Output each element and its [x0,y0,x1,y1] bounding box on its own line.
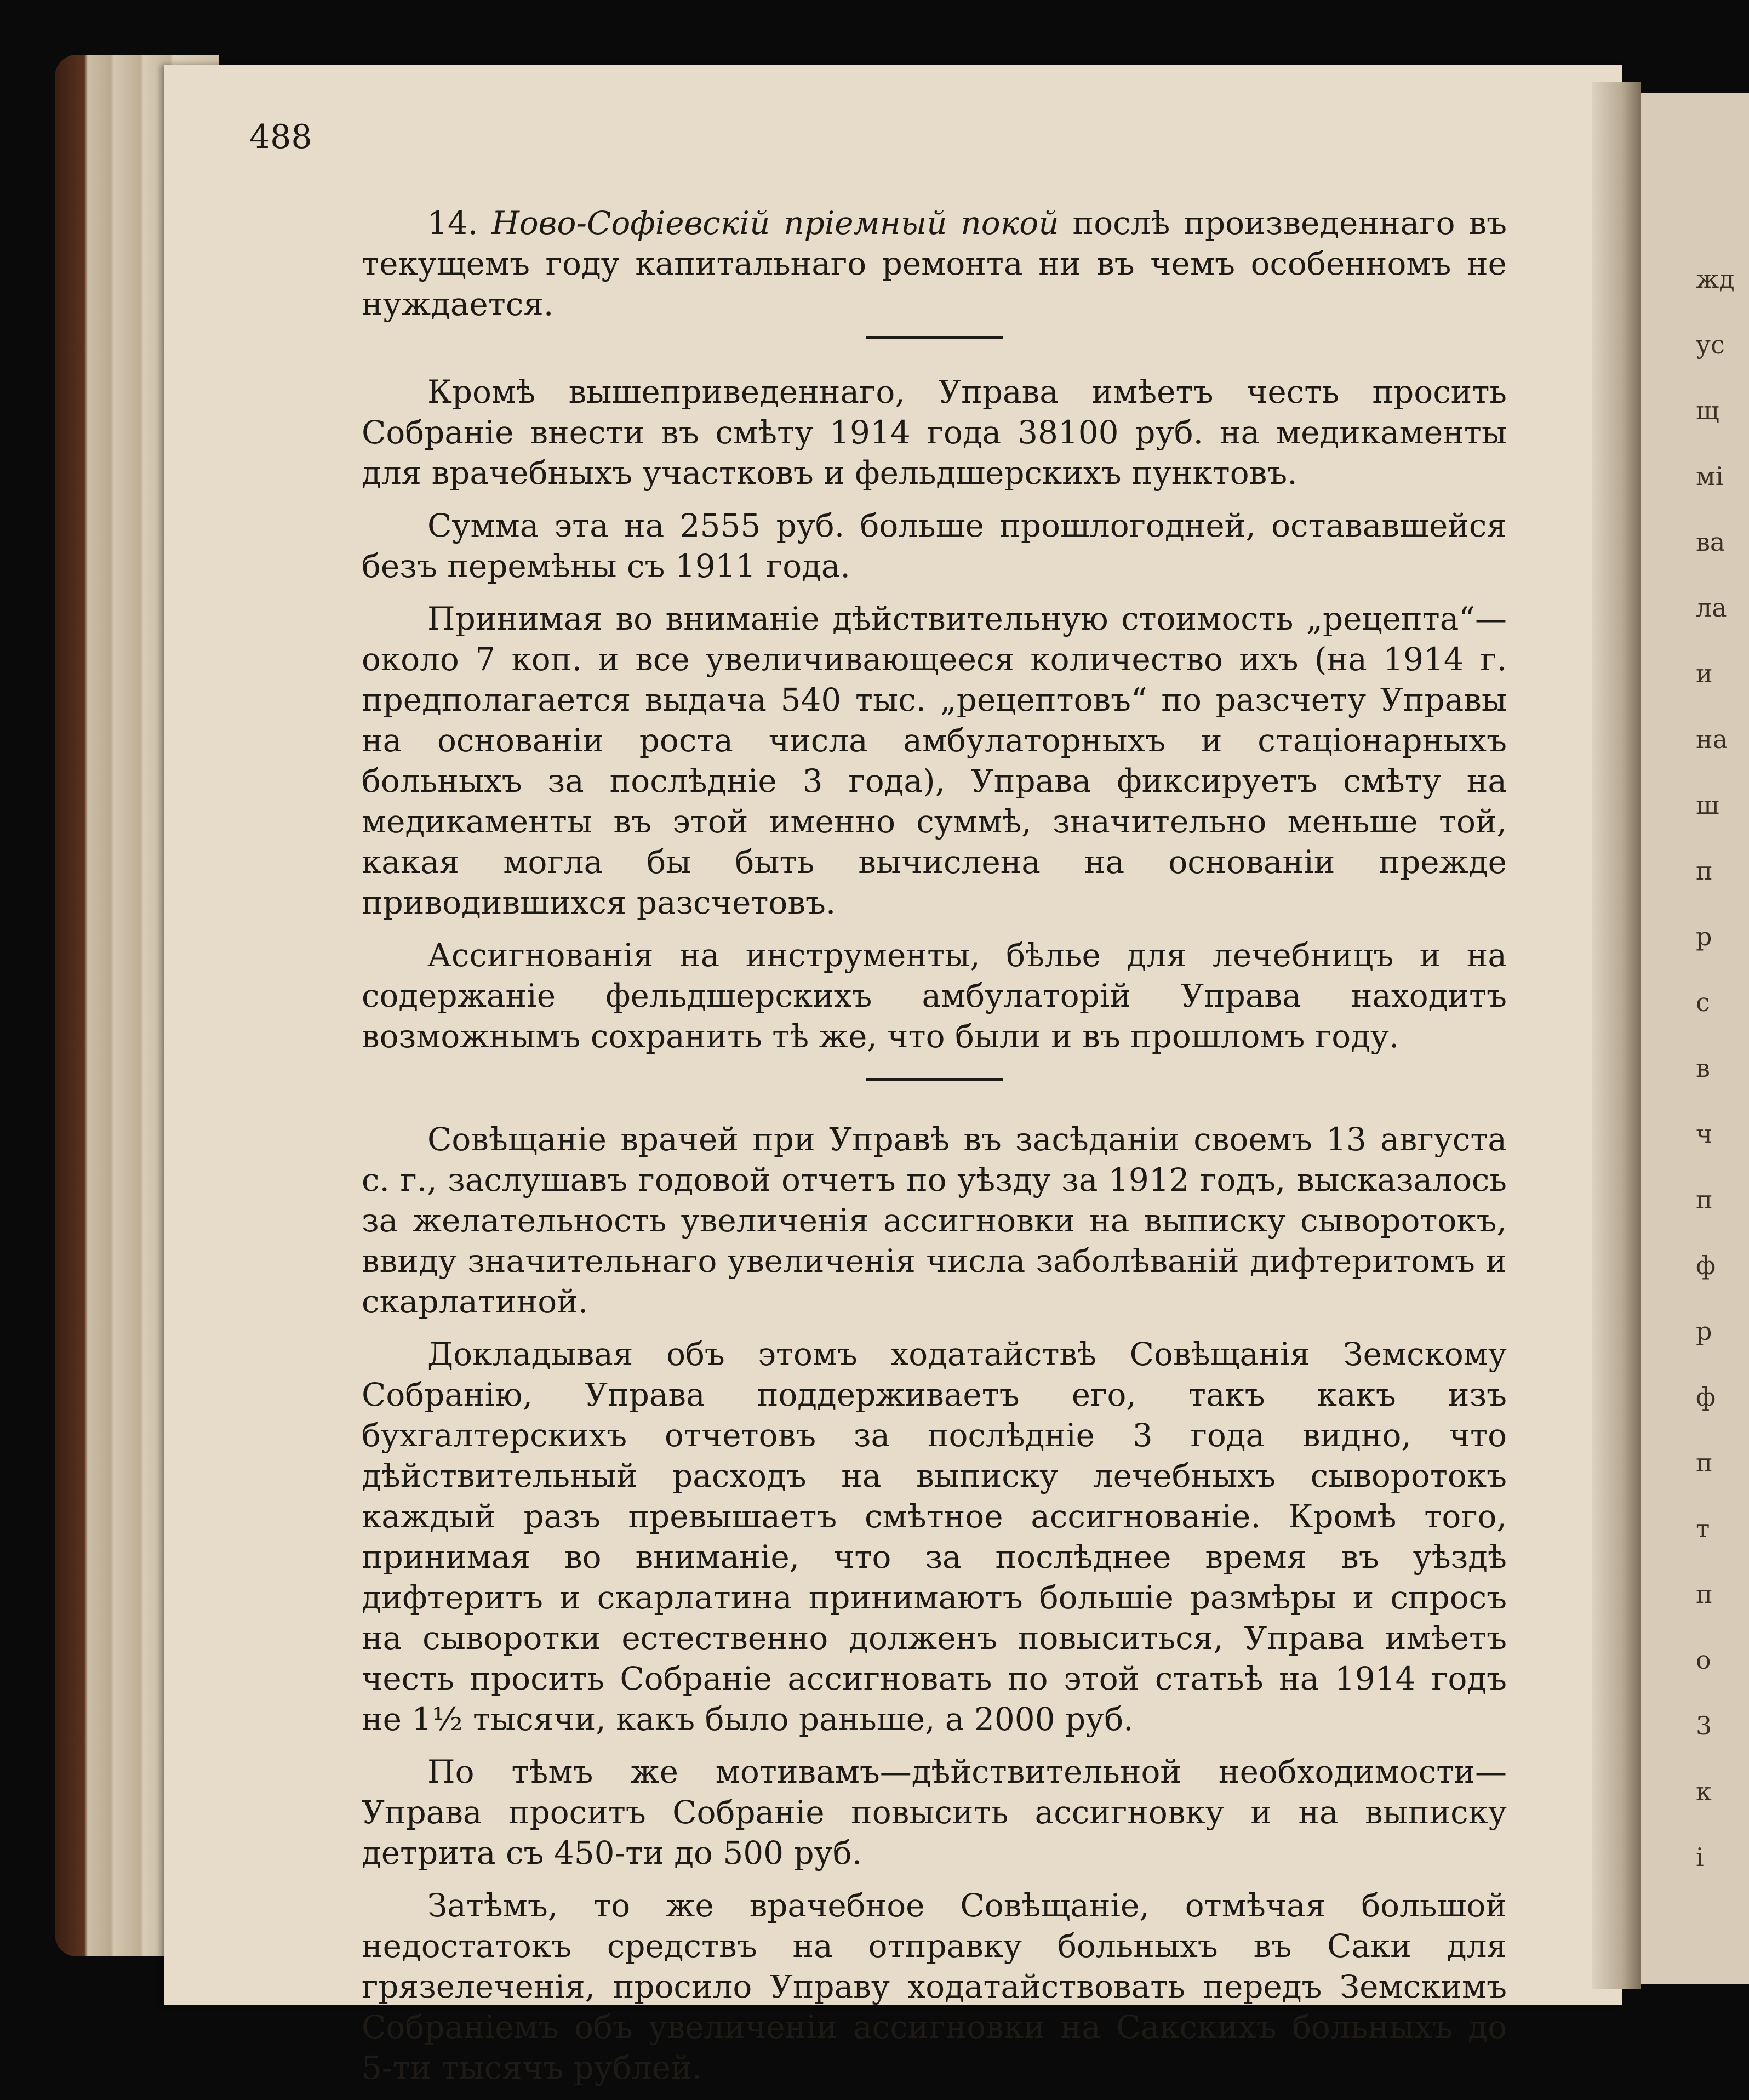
facing-fragment: на [1696,724,1728,754]
facing-fragment: к [1696,1777,1712,1806]
paragraph: Сумма эта на 2555 руб. больше прошлогодней, остававшейся безъ перемѣны съ 1911 года. [362,507,1507,585]
facing-fragment: п [1696,1448,1713,1477]
facing-fragment: ш [1696,790,1719,820]
facing-fragment: п [1696,856,1713,886]
paragraph: Ассигнованія на инструменты, бѣлье для лечебницъ и на содержаніе фельдшерскихъ амбулаторій Управа находитъ возможнымъ сохранить тѣ же, что были и въ прошломъ году. [362,937,1507,1055]
facing-fragment: ф [1696,1382,1716,1412]
paragraph: Совѣщаніе врачей при Управѣ въ засѣданіи своемъ 13 августа с. г., заслушавъ годовой отчетъ по уѣзду за 1912 годъ, высказалось за желательность увеличенія ассигновки на выписку сыворотокъ, ввиду значительнаго увеличенія числа заболѣваній дифтеритомъ и скарлатиной. [362,1121,1507,1320]
paragraph: По тѣмъ же мотивамъ—дѣйствительной необходимости—Управа проситъ Собраніе повысить ассигновку и на выписку детрита съ 450-ти до 500 руб. [362,1753,1507,1871]
facing-page-text [1696,263,1749,1907]
item-14-text: послѣ произведеннаго въ текущемъ году капитальнаго ремонта ни въ чемъ особенномъ не нуждается. [362,204,1507,323]
page-body [362,203,1507,2100]
paragraph: Принимая во вниманіе дѣйствительную стоимость „рецепта“—около 7 коп. и все увеличивающееся количество ихъ (на 1914 г. предполагается выдача 540 тыс. „рецептовъ“ по разсчету Управы на основаніи роста числа амбулаторныхъ и стаціонарныхъ больныхъ за послѣдніе 3 года), Управа фиксируетъ смѣту на медикаменты въ этой именно суммѣ, значительно меньше той, какая могла бы быть вычислена на основаніи прежде приводившихся разсчетовъ. [362,600,1507,921]
paragraph: Кромѣ вышеприведеннаго, Управа имѣетъ честь просить Собраніе внести въ смѣту 1914 года 38100 руб. на медикаменты для врачебныхъ участковъ и фельдшерскихъ пунктовъ. [362,373,1507,492]
facing-fragment: о [1696,1645,1711,1675]
paragraph: Докладывая объ этомъ ходатайствѣ Совѣщанія Земскому Собранію, Управа поддерживаетъ его, такъ какъ изъ бухгалтерскихъ отчетовъ за послѣдніе 3 года видно, что дѣйствительный расходъ на выписку лечебныхъ сыворотокъ каждый разъ превышаетъ смѣтное ассигнованіе. Кромѣ того, принимая во вниманіе, что за послѣднее время въ уѣздѣ дифтеритъ и скарлатина принимаютъ большіе размѣры и спросъ на сыворотки естественно долженъ повыситься, Управа имѣетъ честь просить Собраніе ассигновать по этой статьѣ на 1914 годъ не 1½ тысячи, какъ было раньше, а 2000 руб. [362,1336,1507,1738]
facing-fragment: т [1696,1514,1710,1543]
book-gutter [1592,82,1641,1989]
facing-fragment: ус [1696,330,1725,359]
facing-fragment: щ [1696,396,1719,425]
facing-fragment: і [1696,1842,1704,1872]
facing-fragment: п [1696,1579,1713,1609]
facing-fragment: в [1696,1053,1710,1083]
page-number: 488 [249,118,312,156]
facing-fragment: мі [1696,461,1724,491]
facing-fragment: 3 [1696,1711,1712,1741]
item-14-number: 14. [427,204,478,242]
facing-fragment: п [1696,1185,1713,1214]
facing-fragment: жд [1696,264,1735,294]
paragraph: Затѣмъ, то же врачебное Совѣщаніе, отмѣчая большой недостатокъ средствъ на отправку больныхъ въ Саки для грязелеченія, просило Управу ходатайствовать передъ Земскимъ Собраніемъ объ увеличеніи ассигновки на Сакскихъ больныхъ до 5-ти тысячъ рублей. [362,1887,1507,2086]
facing-fragment: р [1696,922,1712,951]
facing-fragment: ф [1696,1251,1716,1280]
item-14-title: Ново-Софіевскій пріемный покой [491,204,1059,242]
section-divider [866,1078,1003,1081]
facing-fragment: ч [1696,1119,1713,1149]
item-14-paragraph [362,203,1507,324]
facing-fragment: ла [1696,593,1727,623]
facing-fragment: и [1696,659,1713,688]
facing-fragment: р [1696,1316,1712,1346]
section-divider [866,336,1003,339]
facing-fragment: с [1696,988,1710,1017]
facing-fragment: ва [1696,527,1725,557]
